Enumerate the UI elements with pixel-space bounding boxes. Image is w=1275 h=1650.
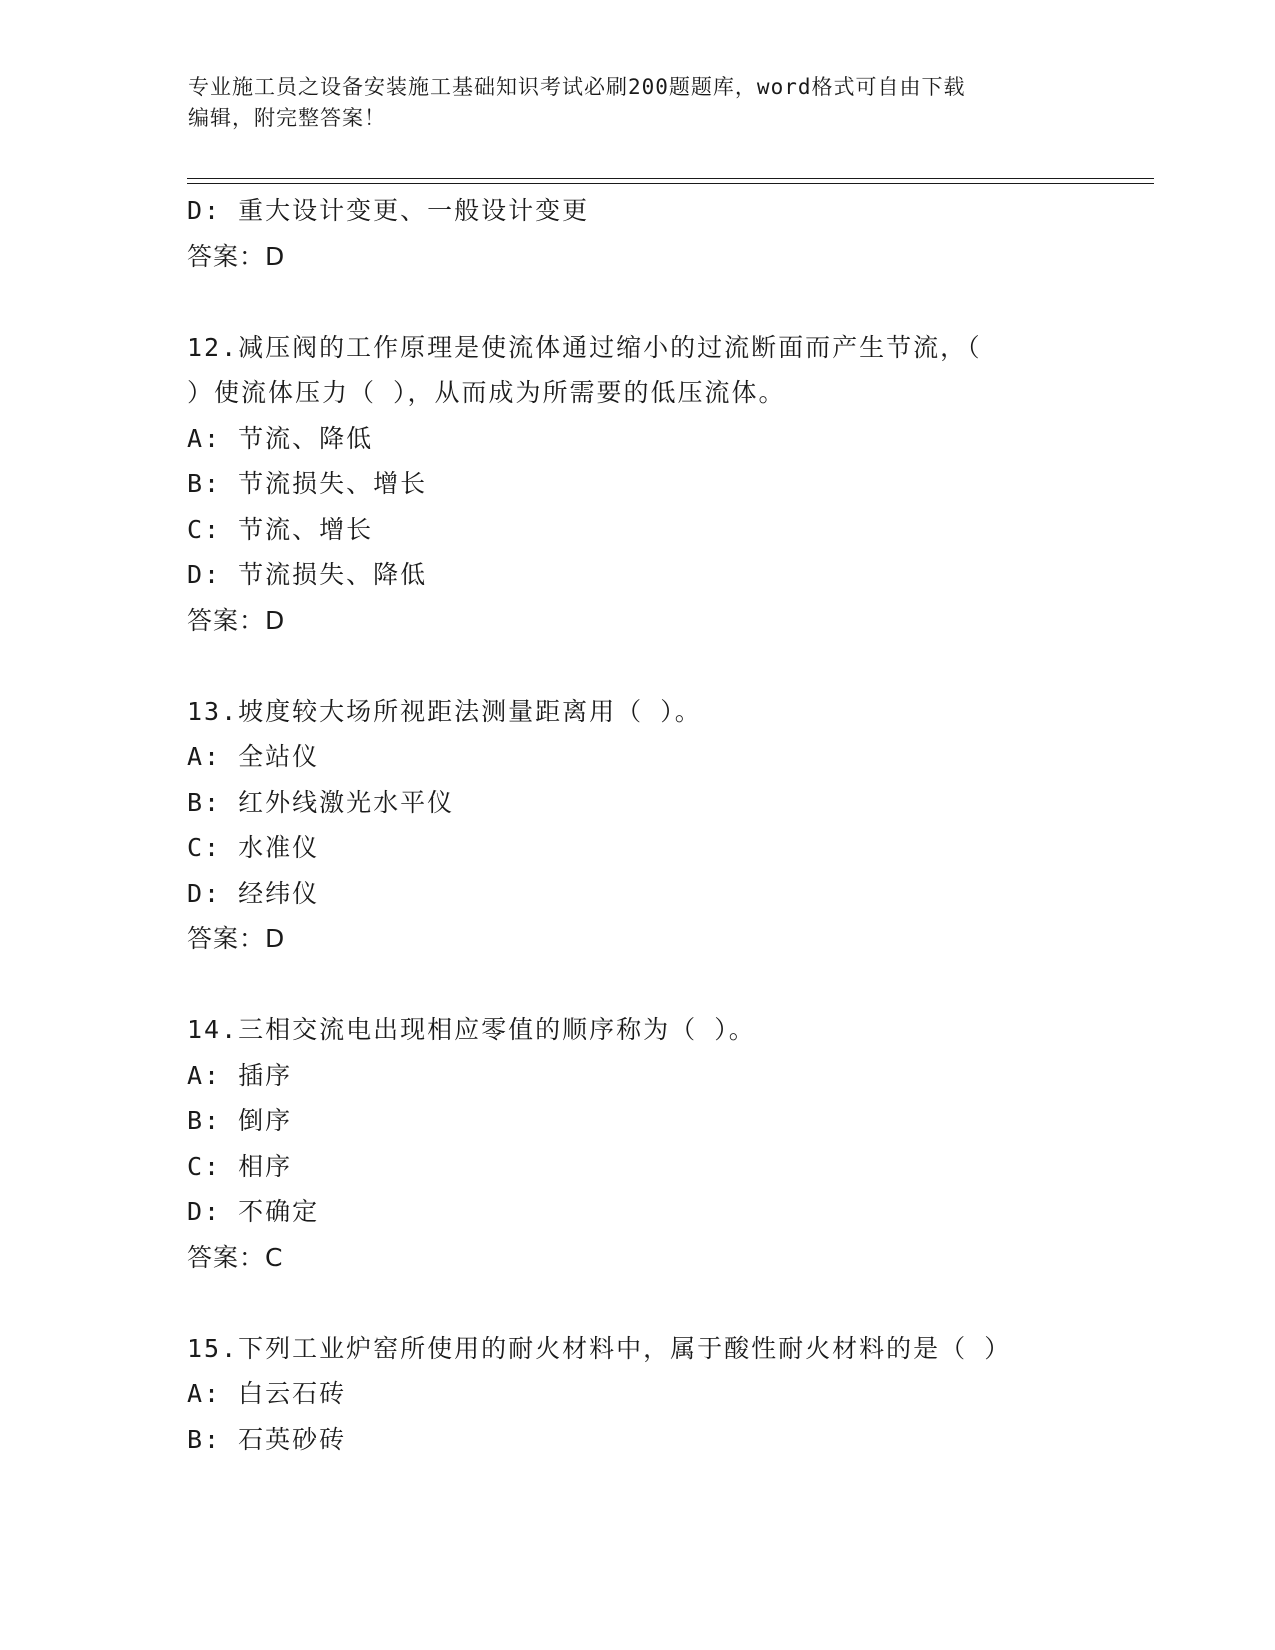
header-title-line2: 编辑，附完整答案！ xyxy=(188,106,386,130)
question-text: 14.三相交流电出现相应零值的顺序称为（ ）。 xyxy=(187,1015,756,1044)
answer: 答案：D xyxy=(187,605,286,635)
spacer xyxy=(187,962,1154,1008)
option-b: B: 节流损失、增长 xyxy=(187,469,428,498)
option-d: D: 不确定 xyxy=(187,1197,320,1226)
question-text: 13.坡度较大场所视距法测量距离用（ ）。 xyxy=(187,696,702,726)
option-a: A: 节流、降低 xyxy=(187,423,374,453)
option-c: C: 水准仪 xyxy=(187,833,320,862)
question-14 xyxy=(187,1007,1154,1280)
answer: 答案：D xyxy=(187,924,286,953)
option-b: B: 红外线激光水平仪 xyxy=(187,787,455,817)
header-title-line1: 专业施工员之设备安装施工基础知识考试必刷200题题库，word格式可自由下载 xyxy=(188,75,966,99)
option-b: B: 石英砂砖 xyxy=(187,1424,347,1454)
option-d: D: 重大设计变更、一般设计变更 xyxy=(187,196,590,225)
option-d: D: 节流损失、降低 xyxy=(187,560,428,589)
option-d: D: 经纬仪 xyxy=(187,878,320,908)
option-a: A: 白云石砖 xyxy=(187,1379,347,1408)
question-text: 15.下列工业炉窑所使用的耐火材料中，属于酸性耐火材料的是（ ） xyxy=(187,1333,1012,1363)
question-12 xyxy=(187,325,1154,644)
question-content xyxy=(187,188,1154,1462)
answer: 答案：C xyxy=(187,1242,284,1272)
page-header xyxy=(188,72,1088,134)
spacer xyxy=(187,279,1154,325)
question-text: 12.减压阀的工作原理是使流体通过缩小的过流断面而产生节流，（ xyxy=(187,332,982,362)
spacer xyxy=(187,643,1154,689)
answer: 答案：D xyxy=(187,241,286,271)
option-a: A: 插序 xyxy=(187,1060,293,1090)
question-text: ）使流体压力（ ），从而成为所需要的低压流体。 xyxy=(187,378,786,407)
option-a: A: 全站仪 xyxy=(187,742,320,771)
option-c: C: 相序 xyxy=(187,1151,293,1181)
option-b: B: 倒序 xyxy=(187,1106,293,1135)
option-c: C: 节流、增长 xyxy=(187,514,374,544)
question-13 xyxy=(187,689,1154,962)
header-divider xyxy=(187,178,1154,184)
spacer xyxy=(187,1280,1154,1326)
question-15 xyxy=(187,1326,1154,1463)
